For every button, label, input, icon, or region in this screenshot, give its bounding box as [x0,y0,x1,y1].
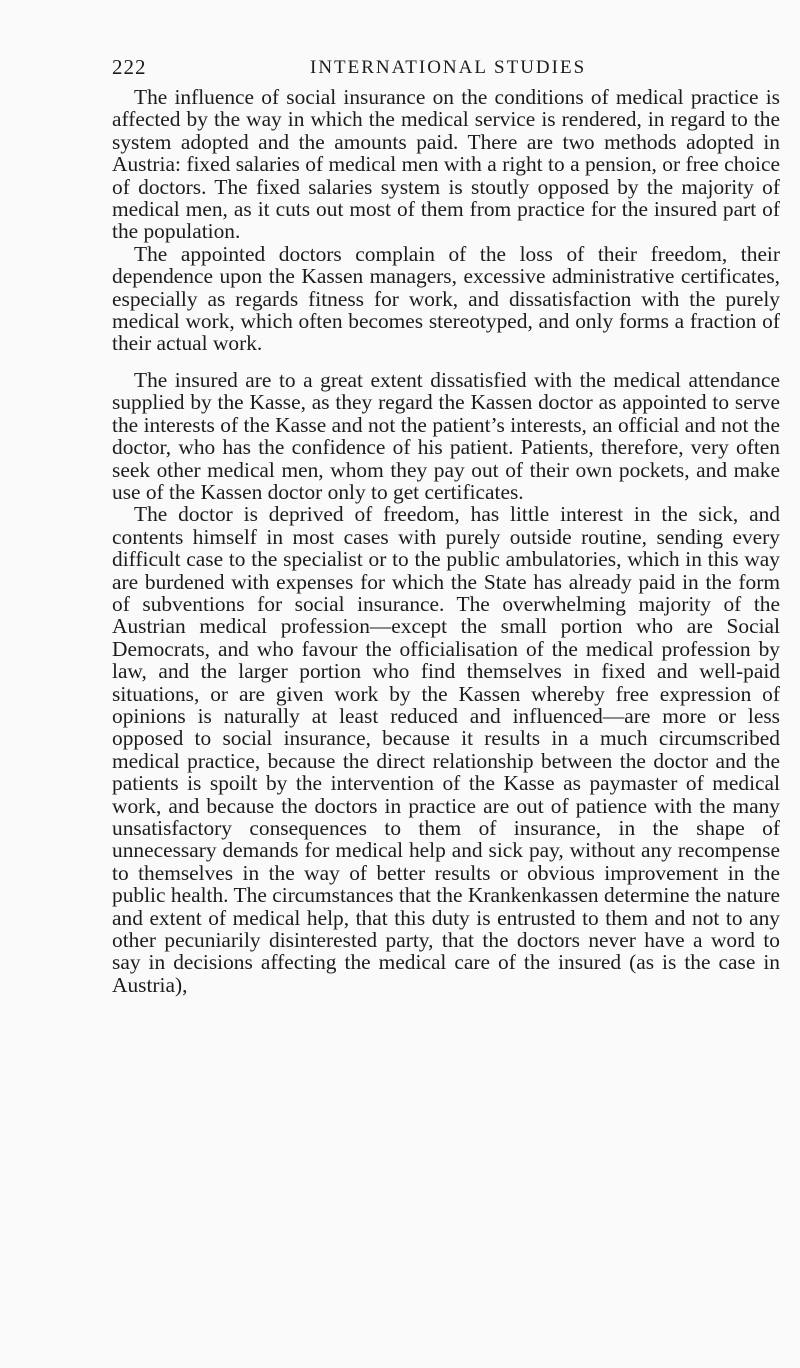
paragraph-appointed-doctors: The appointed doctors complain of the loss of their freedom, their dependence upon the Kassen managers, excessive administrative certificates, especially as regards fitness for work, and dissatisfaction with the purely medical work, which often becomes stereotyped, and only forms a fraction of their actual work. [112,241,780,356]
running-head [0,55,800,85]
paragraph-influence: The influence of social insurance on the conditions of medical practice is affected by the way in which the medical service is rendered, in regard to the system adopted and the amounts paid. There are two methods adopted in Austria: fixed salaries of medical men with a right to a pension, or free choice of doctors. The fixed salaries system is stoutly opposed by the majority of medical men, as it cuts out most of them from practice for the insured part of the population. [112,85,780,244]
body-text [112,86,780,996]
paragraph-doctor-deprived: The doctor is deprived of freedom, has little interest in the sick, and contents himself in most cases with purely outside routine, sending every difficult case to the specialist or to the public ambulatories, which in this way are burdened with expenses for which the State has already paid in the form of subventions for social insurance. The overwhelming majority of the Austrian medical profession—except the small portion who are Social Democrats, and who favour the officialisation of the medical profession by law, and the larger portion who find themselves in fixed and well-paid situations, or are given work by the Kassen whereby free expression of opinions is naturally at least reduced and influenced—are more or less opposed to social insurance, because it results in a much circumscribed medical practice, because the direct relationship between the doctor and the patients is spoilt by the intervention of the Kasse as paymaster of medical work, and because the doctors in practice are out of patience with the many unsatisfactory consequences to them of insurance, in the shape of unnecessary demands for medical help and sick pay, without any recompense to themselves in the way of better results or obvious improvement in the public health. The circumstances that the Krankenkassen determine the nature and extent of medical help, that this duty is entrusted to them and not to any other pecuniarily disinterested party, that the doctors never have a word to say in decisions affecting the medical care of the insured (as is the case in Austria), [112,502,780,997]
paragraph-insured-dissatisfied: The insured are to a great extent dissatisfied with the medical attendance supplied by the Kasse, as they regard the Kassen doctor as appointed to serve the interests of the Kasse and not the patient’s interests, an official and not the doctor, who has the confidence of his patient. Patients, therefore, very often seek other medical men, whom they pay out of their own pockets, and make use of the Kassen doctor only to get certificates. [112,367,780,504]
running-title: INTERNATIONAL STUDIES [310,57,587,78]
page-number: 222 [112,55,147,79]
